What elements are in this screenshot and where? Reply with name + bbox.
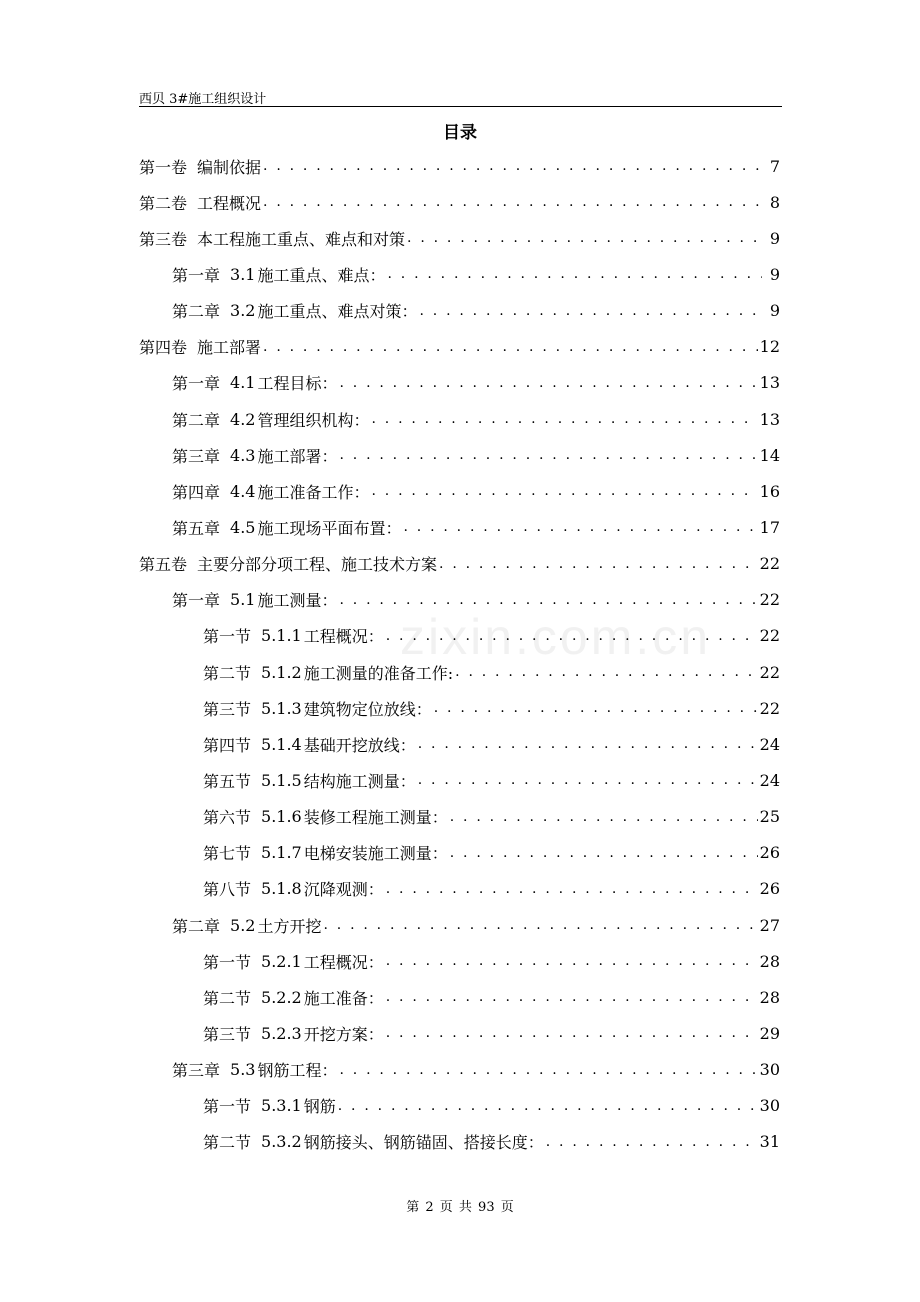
toc-entry[interactable] [139, 437, 780, 473]
dot-leader [450, 809, 758, 825]
toc-entry-page: 25 [759, 807, 780, 827]
toc-entry-label: 第七节 [203, 844, 252, 864]
toc-entry-label: 第一节 [203, 952, 252, 972]
toc-entry-page: 9 [769, 301, 780, 321]
toc-entry-title: 装修工程施工测量： [303, 808, 448, 828]
toc-entry-page: 7 [769, 156, 780, 176]
toc-entry-page: 12 [759, 337, 780, 357]
toc-entry[interactable] [139, 329, 780, 365]
toc-entry-label: 第一章 [172, 374, 221, 394]
toc-entry[interactable] [139, 726, 780, 762]
toc-entry-page: 13 [759, 409, 780, 429]
toc-entry-label: 第三卷 [139, 229, 188, 249]
toc-entry[interactable] [139, 293, 780, 329]
toc-entry-page: 30 [759, 1096, 780, 1116]
toc-entry[interactable] [139, 943, 780, 979]
toc-entry-page: 22 [759, 626, 780, 646]
toc-entry[interactable] [139, 365, 780, 401]
toc-entry[interactable] [139, 220, 780, 256]
toc-entry-page: 9 [769, 228, 780, 248]
header-divider [139, 106, 782, 107]
toc-entry-page: 22 [759, 698, 780, 718]
toc-entry[interactable] [139, 582, 780, 618]
toc-entry-title: 施工重点、难点： [257, 265, 386, 285]
toc-entry-label: 第一卷 [139, 157, 188, 177]
toc-entry-label: 第二节 [203, 988, 252, 1008]
toc-entry-title: 开挖方案： [303, 1024, 384, 1044]
toc-entry-title: 工程概况： [303, 627, 384, 647]
toc-entry-title: 施工准备： [303, 988, 384, 1008]
dot-leader [339, 592, 757, 608]
toc-entry-page: 17 [759, 517, 780, 537]
toc-entry[interactable] [139, 762, 780, 798]
toc-entry-number: 5.1.5 [261, 770, 302, 790]
toc-entry-label: 第一节 [203, 1097, 252, 1117]
toc-entry-label: 第二章 [172, 410, 221, 430]
toc-entry[interactable] [139, 835, 780, 871]
dot-leader [407, 230, 762, 246]
toc-entry[interactable] [139, 256, 780, 292]
toc-entry-label: 第八节 [203, 880, 252, 900]
toc-entry-number: 5.1.7 [261, 843, 302, 863]
toc-entry-title: 本工程施工重点、难点和对策 [197, 229, 406, 249]
toc-entry-number: 5.1.1 [261, 626, 302, 646]
toc-entry-title: 土方开挖 [257, 916, 322, 936]
dot-leader [386, 953, 758, 969]
toc-entry-number: 4.3 [230, 445, 256, 465]
toc-entry-title: 基础开挖放线： [303, 735, 416, 755]
toc-entry-title: 施工部署： [257, 446, 338, 466]
toc-entry-title: 施工现场平面布置： [257, 518, 402, 538]
toc-entry-number: 3.1 [230, 264, 256, 284]
dot-leader [371, 411, 757, 427]
toc-entry-title: 工程概况 [197, 193, 262, 213]
toc-entry-page: 24 [759, 734, 780, 754]
dot-leader [387, 266, 762, 282]
watermark: zixin.com.cn [400, 609, 712, 665]
dot-leader [418, 736, 758, 752]
toc-entry-label: 第六节 [203, 808, 252, 828]
dot-leader [263, 339, 758, 355]
dot-leader [386, 989, 758, 1005]
toc-entry[interactable] [139, 1124, 780, 1160]
toc-entry-number: 4.5 [230, 517, 256, 537]
dot-leader [418, 772, 758, 788]
toc-entry-number: 5.3.1 [261, 1096, 302, 1116]
dot-leader [339, 1062, 757, 1078]
toc-entry[interactable] [139, 907, 780, 943]
dot-leader [386, 881, 758, 897]
toc-entry-label: 第四卷 [139, 338, 188, 358]
toc-entry[interactable] [139, 401, 780, 437]
toc-entry[interactable] [139, 871, 780, 907]
toc-entry-number: 3.2 [230, 301, 256, 321]
toc-entry-label: 第四节 [203, 735, 252, 755]
dot-leader [419, 303, 762, 319]
toc-entry[interactable] [139, 184, 780, 220]
toc-entry-title: 电梯安装施工测量： [303, 844, 448, 864]
toc-entry[interactable] [139, 654, 780, 690]
toc-entry-number: 5.1.8 [261, 879, 302, 899]
toc-entry-page: 13 [759, 373, 780, 393]
toc-entry-label: 第一章 [172, 265, 221, 285]
toc-entry-title: 管理组织机构： [257, 410, 370, 430]
dot-leader [338, 1098, 758, 1114]
toc-title: 目录 [443, 123, 477, 143]
toc-entry-title: 建筑物定位放线： [303, 699, 432, 719]
toc-entry-page: 16 [759, 481, 780, 501]
toc-entry[interactable] [139, 979, 780, 1015]
dot-leader [339, 375, 757, 391]
toc-entry-number: 4.1 [230, 373, 256, 393]
toc-entry-title: 施工部署 [197, 338, 262, 358]
dot-leader [339, 447, 757, 463]
page-footer: 第 2 页 共 93 页 [406, 1200, 514, 1215]
table-of-contents [139, 148, 780, 1160]
toc-entry-label: 第一章 [172, 591, 221, 611]
toc-entry-label: 第三章 [172, 1061, 221, 1081]
toc-entry-title: 钢筋工程： [257, 1061, 338, 1081]
toc-entry-label: 第二章 [172, 302, 221, 322]
toc-entry[interactable] [139, 1052, 780, 1088]
toc-entry-title: 施工重点、难点对策： [257, 302, 418, 322]
toc-entry-title: 编制依据 [197, 157, 262, 177]
toc-entry-label: 第一节 [203, 627, 252, 647]
toc-entry-page: 8 [769, 192, 780, 212]
toc-entry-number: 5.2.1 [261, 951, 302, 971]
toc-entry-number: 5.1.4 [261, 734, 302, 754]
dot-leader [403, 519, 757, 535]
toc-entry-title: 工程概况： [303, 952, 384, 972]
toc-entry-page: 28 [759, 987, 780, 1007]
toc-entry-number: 5.1.3 [261, 698, 302, 718]
dot-leader [263, 158, 762, 174]
toc-entry-label: 第五章 [172, 518, 221, 538]
document-header: 西贝 3#施工组织设计 [139, 92, 267, 107]
toc-entry-page: 22 [759, 590, 780, 610]
dot-leader [434, 700, 758, 716]
toc-entry-number: 5.3.2 [261, 1132, 302, 1152]
toc-entry-page: 26 [759, 843, 780, 863]
toc-entry-page: 14 [759, 445, 780, 465]
toc-entry-label: 第二节 [203, 1133, 252, 1153]
dot-leader [546, 1134, 758, 1150]
toc-entry-label: 第五节 [203, 771, 252, 791]
toc-entry-number: 5.2.3 [261, 1023, 302, 1043]
toc-entry-title: 施工测量： [257, 591, 338, 611]
dot-leader [263, 194, 762, 210]
toc-entry-page: 28 [759, 951, 780, 971]
toc-entry-page: 22 [759, 554, 780, 574]
toc-entry[interactable] [139, 148, 780, 184]
toc-entry-page: 22 [759, 662, 780, 682]
dot-leader [371, 483, 757, 499]
toc-entry-label: 第二节 [203, 663, 252, 683]
toc-entry-number: 5.1.2 [261, 662, 302, 682]
toc-entry[interactable] [139, 509, 780, 545]
toc-entry[interactable] [139, 1088, 780, 1124]
dot-leader [450, 845, 758, 861]
toc-entry-label: 第三章 [172, 446, 221, 466]
toc-entry-label: 第二章 [172, 916, 221, 936]
toc-entry-number: 5.1.6 [261, 807, 302, 827]
toc-entry-title: 工程目标： [257, 374, 338, 394]
toc-entry-number: 5.3 [230, 1060, 256, 1080]
dot-leader [439, 556, 758, 572]
toc-entry-title: 钢筋接头、钢筋锚固、搭接长度： [303, 1133, 544, 1153]
toc-entry-label: 第三节 [203, 699, 252, 719]
toc-entry-title: 主要分部分项工程、施工技术方案 [197, 555, 438, 575]
toc-entry-title: 结构施工测量： [303, 771, 416, 791]
toc-entry[interactable] [139, 690, 780, 726]
toc-entry-label: 第三节 [203, 1024, 252, 1044]
toc-entry[interactable] [139, 799, 780, 835]
toc-entry-number: 4.4 [230, 481, 256, 501]
toc-entry-page: 9 [769, 264, 780, 284]
toc-entry[interactable] [139, 546, 780, 582]
toc-entry-number: 5.1 [230, 590, 256, 610]
toc-entry[interactable] [139, 1015, 780, 1051]
toc-entry-number: 5.2 [230, 915, 256, 935]
dot-leader [323, 917, 757, 933]
toc-entry[interactable] [139, 473, 780, 509]
toc-entry-page: 24 [759, 770, 780, 790]
toc-entry-label: 第二卷 [139, 193, 188, 213]
toc-entry-title: 钢筋 [303, 1097, 336, 1117]
toc-entry-page: 26 [759, 879, 780, 899]
dot-leader [386, 628, 758, 644]
toc-entry-label: 第五卷 [139, 555, 188, 575]
dot-leader [386, 1025, 758, 1041]
toc-entry-number: 4.2 [230, 409, 256, 429]
toc-entry-number: 5.2.2 [261, 987, 302, 1007]
toc-entry-title: 施工测量的准备工作: [303, 663, 454, 683]
toc-entry-label: 第四章 [172, 482, 221, 502]
toc-entry-page: 31 [759, 1132, 780, 1152]
toc-entry-title: 施工准备工作： [257, 482, 370, 502]
toc-entry-page: 29 [759, 1023, 780, 1043]
toc-entry-title: 沉降观测： [303, 880, 384, 900]
toc-entry[interactable] [139, 618, 780, 654]
toc-entry-page: 27 [759, 915, 780, 935]
dot-leader [455, 664, 758, 680]
toc-entry-page: 30 [759, 1060, 780, 1080]
